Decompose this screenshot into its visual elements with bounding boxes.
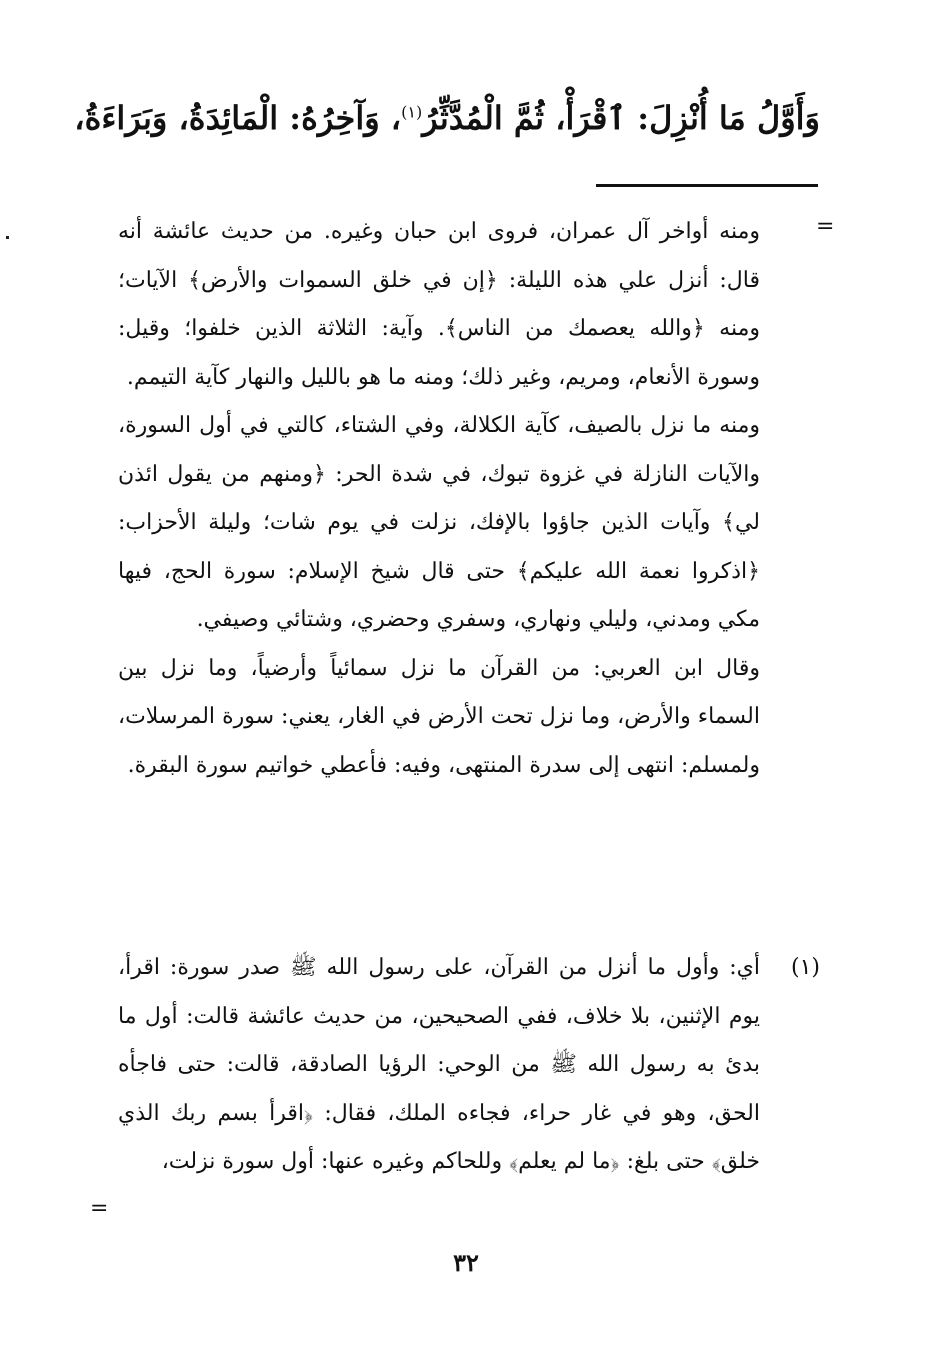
separator-rule bbox=[596, 184, 818, 187]
main-text-part-2: ، وَآخِرُهُ: الْمَائِدَةُ، وَبَرَاءَةُ، bbox=[74, 99, 402, 137]
main-text-part-1: وَأَوَّلُ مَا أُنْزِلَ: ٱقْرَأْ، ثُمَّ الْمُدَّثِّرُ bbox=[422, 99, 820, 137]
commentary-paragraph: ومنه ما نزل بالصيف، كآية الكلالة، وفي الشتاء، كالتي في أول السورة، والآيات النازلة في غزوة تبوك، في شدة الحر: ﴿ومنهم من يقول ائذن لي﴾ وآيات الذين جاؤوا بالإفك، نزلت في يوم شات؛ وليلة الأحزاب: ﴿اذكروا نعمة الله عليكم﴾ حتى قال شيخ الإسلام: سورة الحج، فيها مكي ومدني، وليلي ونهاري، وسفري وحضري، وشتائي وصيفي. bbox=[118, 413, 760, 632]
main-verse-text bbox=[74, 98, 820, 140]
commentary-continuation-mark: = bbox=[816, 214, 835, 239]
footnote-number: (١) bbox=[790, 955, 820, 980]
commentary-paragraph: وقال ابن العربي: من القرآن ما نزل سمائياً وأرضياً، وما نزل بين السماء والأرض، وما نزل تحت الأرض في الغار، يعني: سورة المرسلات، ولمسلم: انتهى إلى سدرة المنتهى، وفيه: فأعطي خواتيم سورة البقرة. bbox=[118, 655, 760, 778]
page-number: ٣٢ bbox=[453, 1248, 479, 1277]
footnote-text: أي: وأول ما أنزل من القرآن، على رسول الله ﷺ صدر سورة: اقرأ، يوم الإثنين، بلا خلاف، ففي الصحيحين، من حديث عائشة قالت: أول ما بدئ به رسول الله ﷺ من الوحي: الرؤيا الصادقة، قالت: حتى فاجأه الحق، وهو في غار حراء، فجاءه الملك، فقال: ﴿اقرأ بسم ربك الذي خلق﴾ حتى بلغ: ﴿ما لم يعلم﴾ وللحاكم وغيره عنها: أول سورة نزلت، bbox=[118, 955, 760, 1174]
footnote-reference: (١) bbox=[401, 102, 423, 122]
footnote-continuation-mark: = bbox=[90, 1196, 109, 1221]
margin-dot bbox=[6, 236, 9, 239]
commentary-paragraph: ومنه أواخر آل عمران، فروى ابن حبان وغيره. من حديث عائشة أنه قال: أنزل علي هذه الليلة: ﴿إن في خلق السموات والأرض﴾ الآيات؛ ومنه ﴿والله يعصمك من الناس﴾. وآية: الثلاثة الذين خلفوا؛ وقيل: وسورة الأنعام، ومريم، وغير ذلك؛ ومنه ما هو بالليل والنهار كآية التيمم. bbox=[118, 219, 760, 390]
commentary-block bbox=[118, 208, 760, 790]
footnote-block bbox=[118, 944, 760, 1187]
